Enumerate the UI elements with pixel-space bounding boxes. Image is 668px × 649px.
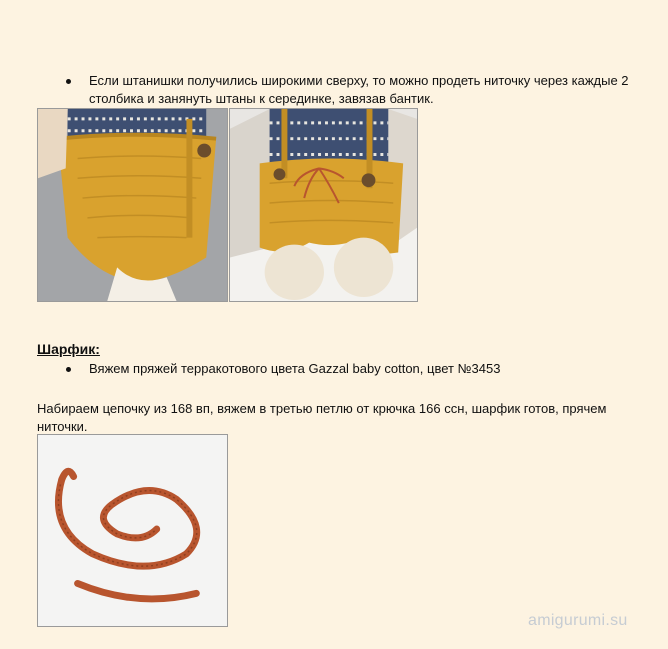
crochet-pants-back-photo [37,108,228,302]
scarf-instructions-paragraph: Набираем цепочку из 168 вп, вяжем в третью петлю от крючка 166 ссн, шарфик готов, прячем ниточки. [37,401,607,434]
watermark: amigurumi.su [528,612,628,629]
section-heading-scarf: Шарфик: [37,341,100,357]
bullet-item-scarf-yarn [66,360,656,378]
bullet-dot [66,79,71,84]
crochet-pants-tied-photo [229,108,418,302]
bullet-text: Если штанишки получились широкими сверху, то можно продеть ниточку через каждые 2 столбика и занянуть штаны к серединке, завязав бантик. [89,73,629,106]
crochet-scarf-photo [37,434,228,627]
bullet-text: Вяжем пряжей терракотового цвета Gazzal baby cotton, цвет №3453 [89,361,501,376]
bullet-item-pants-tip [66,72,656,108]
bullet-dot [66,367,71,372]
